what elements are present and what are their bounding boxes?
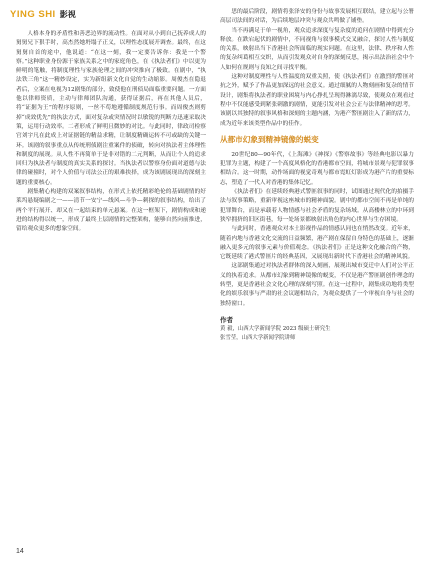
body-paragraph: 这部剧集通过对执法者群体的深入刻画，展现出城市变迁中人们对公平正义的执着追求。从都市幻象到精神镜像的蜕变，不仅是港产警匪剧创作理念的转型，更是香港社会文化心理的深刻写照。在这一过程中，剧集成功地将类型化的娱乐叙事与严肃的社会议题相结合，为观众提供了一个审视自身与社会的独特窗口。 bbox=[220, 263, 414, 307]
section-subheading: 从都市幻象到精神镜像的蜕变 bbox=[220, 134, 319, 144]
author-label: 作者 bbox=[220, 315, 233, 324]
left-column bbox=[16, 30, 206, 235]
author-line: 张雪莹，山西大学新闻学院讲师 bbox=[220, 334, 296, 341]
right-column bbox=[220, 8, 414, 342]
body-paragraph: 与此同时，香港观众对本土影视作品的情感认同也在悄然改变。近年来，随着内地与香港文化交流的日益频繁，港产剧在保留自身特色的基础上，逐渐融入更多元的叙事元素与价值观念。《执法者们》正是这种文化融合的产物，它既延续了港式警匪片的经典基因，又展现出新时代下香港社会的精神风貌。 bbox=[220, 226, 414, 261]
body-paragraph: 这种对制度理性与人性温度的双重关照，使《执法者们》在激烈的警匪对抗之外，赋予了作品更加深远的社会意义。通过细腻的人物刻画和复杂的情节设计，剧集将执法者的职业困境与内心挣扎呈现得淋漓尽致，使观众在观看过程中不仅能感受到紧张刺激的剧情，更能引发对社会公正与法律精神的思考。该剧以其独特的叙事风格和深刻的主题内涵，为港产警匪剧注入了新的活力，成为近年来该类型作品中的佳作。 bbox=[220, 74, 414, 127]
page-number: 14 bbox=[16, 548, 24, 555]
body-paragraph: 20世纪80—90年代，《上海滩》《神探》《警察故事》等经典电影以暴力犯罪为主题，构建了一个高度风格化的香港都市空间，将城市景观与犯罪叙事相结合。这一时期，动作场面的视觉奇观与都市霓虹灯影成为港产片的重要标志，塑造了一代人对香港的集体记忆。 bbox=[220, 151, 414, 186]
page-header bbox=[10, 9, 76, 20]
body-paragraph: 当不再满足于单一视角，观众追求深度与复杂度的追问在剧情中得到充分释放。在跌宕起伏的剧情中，不同视角与叙事模式交叉融合，探讨人性与制度的关系，映射出当下香港社会所面临的现实问题。在这里，法律、秩序和人性的复杂纠葛相互交织，从而引发观众对自身的深刻反思，揭示出法治社会中个人如何在规则与良知之间寻找平衡。 bbox=[220, 27, 414, 71]
body-paragraph: 《执法者们》在延续经典港式警匪叙事的同时，试图通过现代化的拍摄手法与叙事策略，重新审视这座城市的精神面貌。剧中的都市空间不再是单纯的犯罪舞台，而是承载着人物情感与社会矛盾的复杂场域。从高楼林立的中环到狭窄拥挤的旧区街巷，每一处场景都映射出角色的内心世界与生存困境。 bbox=[220, 189, 414, 223]
body-paragraph: 剧集精心构建的双案叙事结构，在形式上依托精彩绝伦的基础剧情的好莱坞悬疑编剧之一——清节一安宁—线风—斗争—刺探的叙事结构，给出了两个平行展开、却又在一起结束的单元悬案。在这一框架下，剧情构成和递进的结构得以统一，形成了最终上层剧情的完整架构，能够自然向前推进，留给观众更多的想象空间。 bbox=[16, 189, 206, 233]
author-block bbox=[220, 315, 414, 342]
magazine-brand: YING SHI bbox=[10, 9, 56, 20]
author-line: 黄 毅，山西大学新闻学院 2023 级硕士研究生 bbox=[220, 325, 331, 332]
body-paragraph: 思的最后阶段，剧情将张泽安的身份与故事发展相互联结，建立起与公署高层司法间的对话，为后续地层冲突与观众共鸣做了铺垫。 bbox=[220, 9, 414, 25]
section-title: 影视 bbox=[59, 10, 76, 19]
body-paragraph: 人格本身的矛盾性和善恶边界的流动性。在面对从小到自己抚养成人的舅舅兄下狠手时，高杰然她坍塌子正义，以理性态度展开调查。最终，在这舅舅自首的途中，他说道：“在这一刻，我一定要告诉你：我是一个警察。”这种职业身份源于家族关系之中的家庭角色，在《执法者们》中以更为鲜明的笔触，将制度理性与家族伦理之间的冲突推向了极致。在剧中，“执法铁三角”这一精妙设定，实为新组新文化自觉的生动缩影。周俊杰在隐退者后，立案在电视为12剧集的部分，致使他在刑侦局面临重要问题。一方面他以律师资质，主动与律师团队沟通，获得证据后，再在其他人员后，将“证据为王”的程序原则，一丝不苟地遵循制度规范行事。而周俊杰则剪掉“成效优先”的执法方式，面对复杂或突情况时以敏锐的判断力迅速采取决策，运用行动效率。二者形成了鲜明且微妙的对比。与此同时，律政司检察官刘宇凡在此成上对证据链的精益求精，让制度精确运转不可或缺的关键一环。该剧的叙事重点从传统刑侦剧注重案件的侦破，转向对执法者主体理性和制度的展现。从人性不再简单于是非对错的二元判断，从而让个人的追求回归为执法者与制度的真实关系的探讨。当执法者以警察身份面对道德与法律的碰撞时，对个人价值与司法公正的艰难抉择，成为该剧展现出的深刻主题的重要核心。 bbox=[16, 31, 206, 186]
